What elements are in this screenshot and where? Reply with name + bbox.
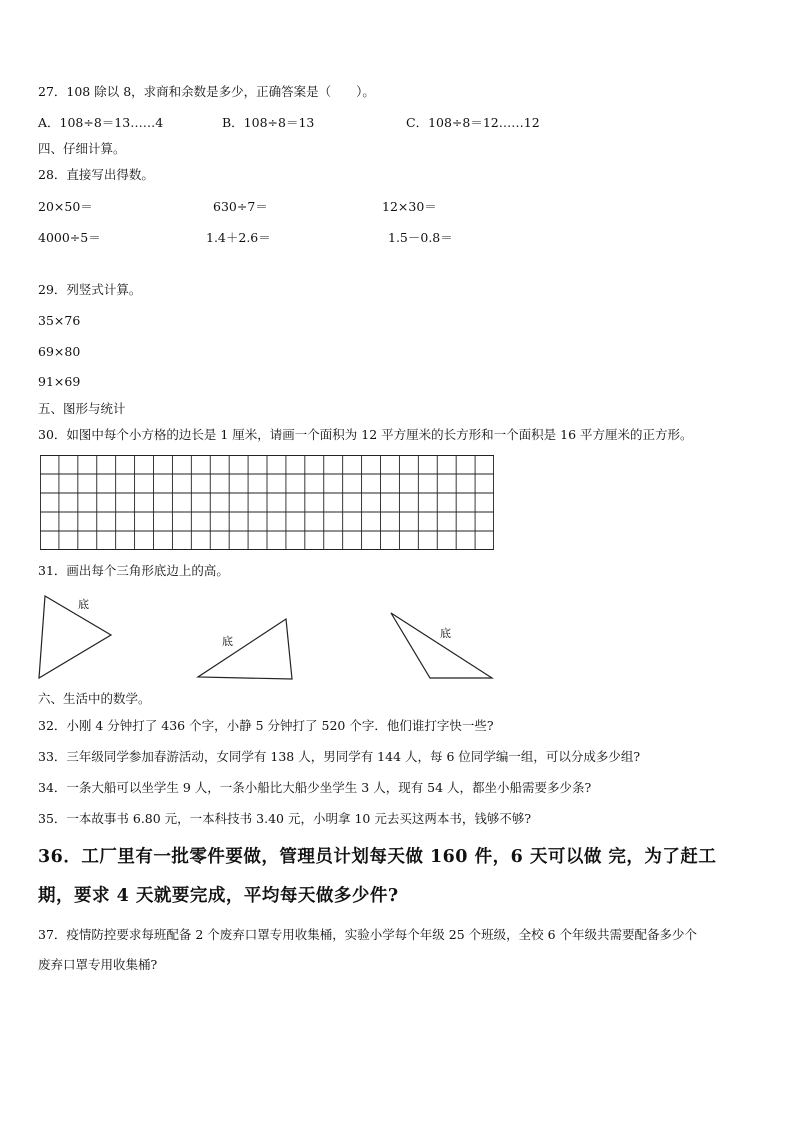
q29-stem: 29．列竖式计算。 (38, 282, 142, 297)
section-5-title: 五、图形与统计 (38, 401, 126, 416)
q28-stem: 28．直接写出得数。 (38, 167, 154, 182)
square-grid[interactable] (40, 455, 494, 550)
section-6-title: 六、生活中的数学。 (38, 691, 151, 706)
q28-item-5: 1.4＋2.6＝ (206, 230, 271, 245)
q27-option-c: C．108÷8＝12……12 (406, 115, 540, 130)
q28-item-2: 630÷7＝ (213, 199, 268, 214)
section-4-title: 四、仔细计算。 (38, 141, 126, 156)
q27-stem: 27．108 除以 8，求商和余数是多少，正确答案是（ ）。 (38, 84, 375, 99)
q28-item-3: 12×30＝ (382, 199, 437, 214)
q27-option-b: B．108÷8＝13 (222, 115, 315, 130)
triangle-3-base-label: 底 (440, 627, 451, 640)
triangle-3[interactable] (388, 610, 496, 682)
triangle-2-base-label: 底 (222, 635, 233, 648)
q33-text: 33．三年级同学参加春游活动，女同学有 138 人，男同学有 144 人，每 6 位同学编一组，可以分成多少组? (38, 749, 641, 764)
q37-line-2: 废弃口罩专用收集桶? (38, 957, 158, 972)
triangle-1[interactable] (36, 592, 116, 682)
q37-line-1: 37．疫情防控要求每班配备 2 个废弃口罩专用收集桶，实验小学每个年级 25 个班级，全校 6 个年级共需要配备多少个 (38, 927, 698, 942)
q28-item-6: 1.5－0.8＝ (388, 230, 453, 245)
q29-item-3: 91×69 (38, 374, 81, 389)
q27-option-a: A．108÷8＝13……4 (38, 115, 164, 130)
triangle-1-base-label: 底 (78, 598, 89, 611)
q35-text: 35．一本故事书 6.80 元，一本科技书 3.40 元，小明拿 10 元去买这两本书，钱够不够? (38, 811, 532, 826)
q29-item-2: 69×80 (38, 344, 81, 359)
q34-text: 34．一条大船可以坐学生 9 人，一条小船比大船少坐学生 3 人，现有 54 人，都坐小船需要多少条? (38, 780, 592, 795)
q31-stem: 31．画出每个三角形底边上的高。 (38, 563, 229, 578)
q36-line-2: 期，要求 4 天就要完成，平均每天做多少件? (38, 886, 399, 906)
q30-stem: 30．如图中每个小方格的边长是 1 厘米，请画一个面积为 12 平方厘米的长方形和一个面积是 16 平方厘米的正方形。 (38, 427, 693, 442)
q29-item-1: 35×76 (38, 313, 81, 328)
triangle-2[interactable] (195, 616, 295, 682)
q28-item-1: 20×50＝ (38, 199, 93, 214)
q28-item-4: 4000÷5＝ (38, 230, 101, 245)
q32-text: 32．小刚 4 分钟打了 436 个字，小静 5 分钟打了 520 个字．他们谁打字快一些? (38, 718, 494, 733)
q36-line-1: 36．工厂里有一批零件要做，管理员计划每天做 160 件，6 天可以做 完，为了赶工 (38, 847, 717, 867)
